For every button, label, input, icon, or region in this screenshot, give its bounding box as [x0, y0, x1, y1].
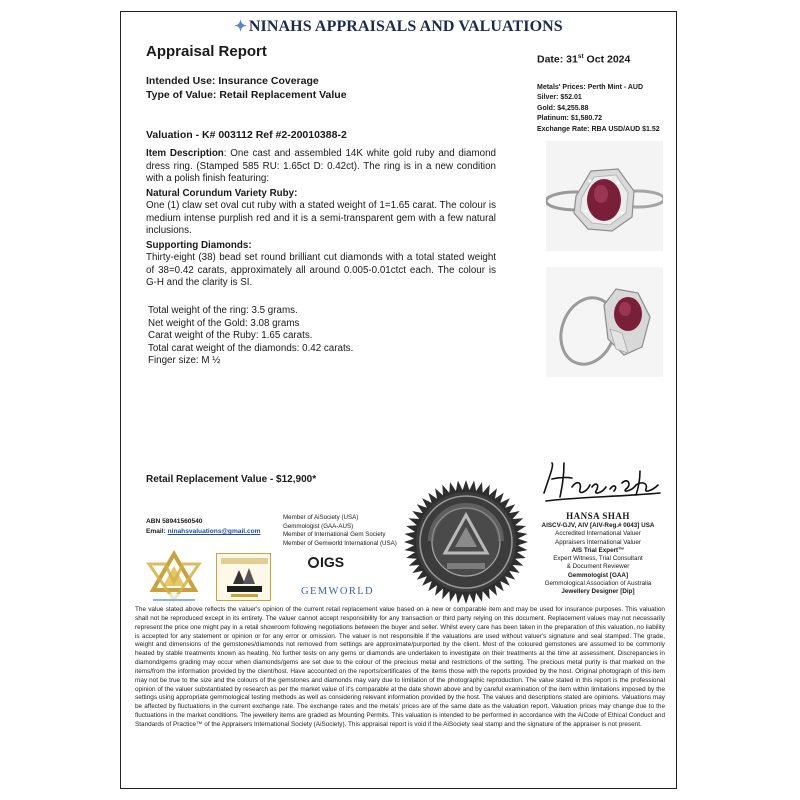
platinum-price: Platinum: $1,580.72 — [537, 115, 602, 123]
ring-icon — [308, 557, 319, 568]
appraiser-signature — [536, 457, 666, 507]
report-date: Date: 31st Oct 2024 — [537, 53, 631, 66]
item-description-paragraph: Item Description: One cast and assembled 14K white gold ruby and diamond dress ring. (Stamped 585 RU: 1.65ct D: 0.42ct). The ring is in a new condition with a polish finish featuring: — [146, 148, 496, 184]
credential-line: AISCV-GJV, AIV [AIV-Reg.# 0043] USA — [541, 522, 655, 529]
credential-line: Gemmological Association of Australia — [544, 580, 652, 588]
credential-line: Jewellery Designer [Dip] — [561, 588, 635, 596]
list-item: Member of Gemworld International (USA) — [283, 539, 397, 547]
abn-number: ABN 58941560540 — [146, 518, 203, 525]
diamond-text: Thirty-eight (38) bead set round brilliant cut diamonds with a total stated weight of 38=0.42 carats, approximately all around 0.005-0.01ctct each. The colour is G-H and the clarity is SI. — [146, 252, 496, 288]
gemworld-logo: GEMWORLD — [301, 586, 375, 597]
list-item: Carat weight of the Ruby: 1.65 carats. — [148, 330, 313, 342]
credential-line: AIS Trial Expert™ — [571, 546, 625, 554]
weights-list — [148, 305, 353, 368]
email-line: Email: ninahsvaluations@gmail.com — [146, 528, 261, 535]
exchange-rate: Exchange Rate: RBA USD/AUD $1.52 — [537, 125, 660, 133]
valuation-reference: Valuation - K# 003112 Ref #2-20010388-2 — [146, 129, 347, 141]
metals-heading: Metals' Prices: Perth Mint - AUD — [537, 84, 644, 91]
intended-use-block — [146, 74, 347, 102]
credential-line: Gemmologist [GAA] — [567, 571, 629, 579]
seal-stamp — [401, 477, 531, 607]
credential-line: & Document Reviewer — [566, 563, 630, 571]
list-item: Total carat weight of the diamonds: 0.42 carats. — [148, 342, 354, 354]
list-item: Total weight of the ring: 3.5 grams. — [148, 305, 298, 316]
company-details — [146, 517, 261, 537]
email-link[interactable]: ninahsvaluations@gmail.com — [167, 528, 261, 535]
ruby-heading: Natural Corundum Variety Ruby: — [146, 187, 298, 199]
report-title: Appraisal Report — [146, 43, 267, 60]
company-name: NINAHS APPRAISALS AND VALUATIONS — [248, 18, 563, 35]
retail-replacement-value: Retail Replacement Value - $12,900* — [146, 474, 317, 485]
ring-photo-top — [546, 141, 663, 251]
intended-use: Intended Use: Insurance Coverage — [146, 75, 319, 87]
ruby-text: One (1) claw set oval cut ruby with a stated weight of 1=1.65 carat. The colour is medium intense purplish red and it is a semi-transparent gem with a few natural inclusions. — [146, 200, 496, 236]
list-item: Gemmologist (GAA-AUS) — [283, 522, 354, 530]
appraisal-document — [120, 11, 677, 789]
aisociety-valuer-logo — [143, 550, 205, 606]
credential-line: Expert Witness, Trial Consultant — [553, 555, 643, 563]
type-of-value: Type of Value: Retail Replacement Value — [146, 89, 347, 101]
diamond-heading: Supporting Diamonds: — [146, 239, 252, 251]
list-item: Finger size: M ½ — [148, 355, 221, 367]
company-header — [121, 17, 676, 36]
appraiser-credentials — [519, 511, 677, 597]
trial-expert-logo — [216, 553, 271, 601]
credential-line: Accredited International Valuer — [555, 530, 641, 538]
disclaimer-text: The value stated above reflects the valuer's opinion of the current retail replacement value based on a new or comparable item and may be used for insurance purposes. This valuation shall not be reproduced except in its entirety. The valuer cannot accept responsibility for any transaction or third party relying on this document. Replacement values may not necessarily represent the price one might pay in a retail showroom following negotiations between the buyer and seller. Whilst every care has been taken in the preparation of this valuation, no liability is accepted for any statement or opinion or for any error or omission. The valuer is not responsible if the valuations are used without valuer's signature and seal stamped. The grade, weight and dimensions of the gemstones/diamonds not removed from settings are approximate/purported by the client. Most of the coloured gemstones are assumed to be commonly heated by stable treatments known as heating. No further tests on any gems or diamonds are undertaken to investigate on their treatments at the time at assessment. Discrepancies in diamond/gems grading may occur when diamonds/gems are set due to the colour of the precious metal and restrictions of the setting. The precious metal purity is that marked on the items/from the information provided by the client/host. Have accounted on the reports/certificates of the items those with the reports provided by the host. Original photograph of this item may not be true to the size and the colours of the gemstones and diamonds may vary due to limitation of the photographic reproduction. The value stated in this report is the professional opinion of the valuer substantiated by research as per the market value of it's comparable at the date shown above and by careful examination of the item within limitations imposed by the settings using appropriate gemmological testing methods as well as considering relevant information provided by the host. The values and descriptions stated are opinions. Valuations may be affected by fluctuations in the current exchange rate. The exchange rates and the metals' prices are of the same date as the valuation report. Valuation prices may change due to the fluctuations in the market conditions. The jewellery items are graded as Mounting Permits. This valuation is intended to be performed in accordance with the AiCode of Ethical Conduct and Standards of Practice™ of the Appraisers International Society (AiSociety). This appraisal report is void if the AiSociety seal stamp and the signature of the appraiser is not present. — [135, 606, 665, 728]
gold-price: Gold: $4,255.88 — [537, 104, 589, 112]
silver-price: Silver: $52.01 — [537, 94, 582, 102]
igs-logo: IGS — [308, 554, 344, 570]
list-item: Member of AiSociety (USA) — [283, 514, 359, 521]
memberships — [283, 514, 397, 548]
appraiser-name: HANSA SHAH — [566, 511, 630, 521]
metals-prices — [537, 83, 660, 135]
credential-line: Appraisers International Valuer — [555, 538, 641, 546]
item-description — [146, 148, 496, 290]
list-item: Member of International Gem Society — [283, 531, 386, 539]
ring-photo-side — [546, 267, 663, 377]
star-icon: ✦ — [234, 19, 247, 35]
list-item: Net weight of the Gold: 3.08 grams — [148, 317, 300, 329]
